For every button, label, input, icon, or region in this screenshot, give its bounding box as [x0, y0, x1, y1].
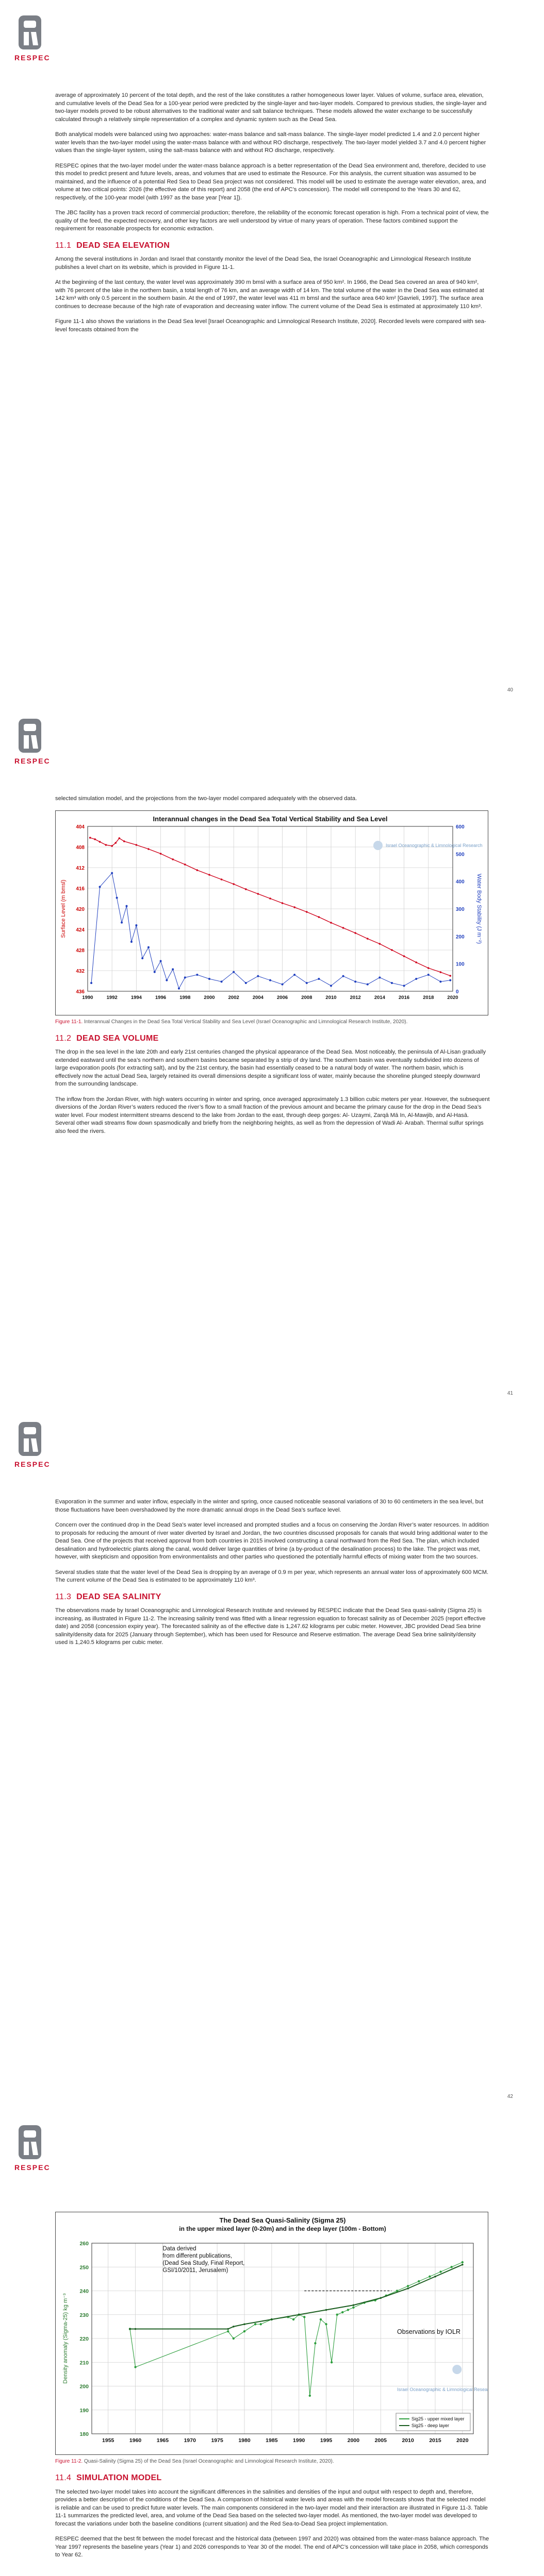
watermark-text: Israel Oceanographic & Limnological Research — [386, 842, 483, 848]
x-tick-label: 1995 — [320, 2437, 333, 2444]
sea-level-point — [221, 878, 223, 880]
y-tick-label: 190 — [79, 2407, 89, 2414]
stability-point — [90, 982, 92, 984]
paragraph: The drop in the sea level in the late 20th and early 21st centuries changed the physical appearance of the Dead Sea. Most noticeably, the peninsula of Al-Lisan gradually extended eastward until the sea’s northern and southern basins became separated by a strip of dry land. The southern basin was eventually subdivided into dozens of large evaporation pools (for extracting salt), and by the 21st century, the basin had essentially ceased to be a natural body of water. The northern basin, which is effectively now the actual Dead Sea, largely retained its overall dimensions despite a significant loss of water, mainly because the shoreline plunged steeply downward from the surrounding landscape. — [55, 1049, 486, 1087]
x-tick-label: 1960 — [129, 2437, 142, 2444]
sea-level-point — [136, 844, 138, 846]
sea-level-point — [342, 927, 344, 929]
y-tick-label: 436 — [76, 989, 85, 995]
stability-point — [166, 979, 168, 981]
section-heading — [55, 1593, 490, 1601]
sea-level-point — [245, 888, 247, 890]
annotation-right: Observations by IOLR — [397, 2328, 460, 2335]
page-2 — [0, 703, 544, 1406]
upper-layer-point — [331, 2361, 333, 2363]
upper-layer-point — [461, 2261, 464, 2263]
sea-level-point — [119, 837, 121, 839]
upper-layer-point — [325, 2323, 327, 2325]
respec-logo — [14, 718, 51, 769]
y2-tick-label: 400 — [456, 879, 465, 885]
stability-point — [116, 896, 118, 899]
y-tick-label: 220 — [79, 2336, 89, 2342]
x-tick-label: 2004 — [252, 994, 263, 1001]
deep-layer-point — [353, 2304, 355, 2306]
section-heading — [55, 2474, 490, 2482]
respec-wordmark: RESPEC — [14, 54, 51, 62]
deep-layer-point — [129, 2328, 131, 2330]
y-tick-label: 240 — [79, 2288, 89, 2295]
stability-point — [245, 982, 247, 984]
x-tick-label: 1970 — [184, 2437, 196, 2444]
watermark-text: Israel Oceanographic & Limnological Research — [397, 2386, 488, 2392]
section-number: 11.2 — [55, 1033, 72, 1043]
stability-line — [91, 873, 450, 988]
respec-logo-mark-icon — [18, 1421, 43, 1458]
paragraph: Concern over the continued drop in the Dead Sea’s water level increased and prompted studies and a focus on conserving the Jordan River’s water resources. In addition to proposals for reducing the amount of river water diverted by Israel and Jordan, the two countries discussed proposals for canals that would bring additional water to the Dead Sea. One of the projects that received approval from both countries in 2015 involved constructing a canal northward from the Red Sea. The plan, which included desalination and hydroelectric plants along the canal, would deliver large quantities of brine (a by-product of the desalination process) to the lake. The project was met, however, with skepticism and opposition from environmentalists and other parties who questioned the potentially harmful effects of mixing water from the two sources. — [55, 1522, 489, 1560]
watermark-logo-icon — [452, 2365, 461, 2374]
figure-11-2 — [55, 2212, 488, 2455]
x-tick-label: 1965 — [156, 2437, 169, 2444]
sea-level-point — [111, 845, 113, 847]
sea-level-point — [330, 922, 332, 924]
deep-layer-point — [325, 2309, 327, 2311]
page-1-content — [55, 92, 490, 341]
caption-label: Figure 11-2. — [55, 2459, 83, 2464]
sea-level-point — [147, 848, 150, 850]
section-title: DEAD SEA VOLUME — [76, 1033, 159, 1043]
chart-title: Interannual changes in the Dead Sea Total Vertical Stability and Sea Level — [153, 815, 388, 823]
deep-layer-point — [233, 2326, 235, 2328]
x-tick-label: 2005 — [374, 2437, 387, 2444]
sea-level-point — [94, 838, 96, 840]
deep-layer-point — [135, 2328, 137, 2330]
sea-level-point — [354, 932, 356, 934]
upper-layer-point — [314, 2342, 316, 2344]
sea-level-point — [184, 863, 186, 866]
upper-layer-point — [336, 2314, 338, 2316]
stability-point — [293, 974, 295, 976]
paragraph: Both analytical models were balanced using two approaches: water-mass balance and salt-mass balance. The single-layer model predicted 1.4 and 2.0 percent higher water levels than the two-layer model using the water-mass balance with and without RO discharge, respectively. The two-layer model yielded 3.7 and 4.0 percent higher values than the single-layer system, using the salt-mass balance with and without RO discharge, respectively. — [55, 131, 486, 154]
sea-level-point — [123, 840, 125, 842]
stability-point — [154, 971, 156, 973]
stability-point — [233, 971, 235, 973]
paragraph: selected simulation model, and the projections from the two-layer model compared adequately with the observed data. — [55, 795, 357, 802]
x-tick-label: 2008 — [301, 994, 312, 1001]
paragraph: RESPEC deemed that the best fit between the model forecast and the historical data (between 1997 and 2020) was obtained from the water-mass balance approach. The Year 1997 represents the baseline years (Year 1) and 2026 corresponds to Year 30 of the model. The end of APC’s concession will take place in 2058, which corresponds to Year 62. — [55, 2536, 489, 2558]
stability-point — [111, 872, 113, 874]
stability-point — [147, 946, 150, 948]
x-tick-label: 2000 — [204, 994, 215, 1001]
x-tick-label: 2006 — [277, 994, 288, 1001]
paragraph: Evaporation in the summer and water inflow, especially in the winter and spring, once caused noticeable seasonal variations of 30 to 60 centimeters in the sea level, but those fluctuations have been overshadowed by the more dramatic annual drops in the Dead Sea’s surface level. — [55, 1499, 484, 1513]
caption-text: Interannual Changes in the Dead Sea Total Vertical Stability and Sea Level (Israel Oceanographic and Limnological Research Institute, 2020). — [83, 1019, 408, 1025]
section-title: DEAD SEA SALINITY — [76, 1592, 161, 1601]
y-tick-label: 210 — [79, 2360, 89, 2366]
upper-layer-point — [233, 2337, 235, 2340]
y2-tick-label: 0 — [456, 989, 459, 995]
respec-logo — [14, 1421, 51, 1472]
sea-level-point — [318, 916, 320, 918]
section-heading — [55, 1035, 490, 1043]
paragraph: RESPEC opines that the two-layer model under the water-mass balance approach is a better representation of the Dead Sea environment and, therefore, decided to use this model to predict present and future levels, areas, and volumes that are used to estimate the Resource. For this analysis, the current situation was assumed to be maintained, and the influence of a potential Red Sea to Dead Sea project was not considered. This model will be used to estimate the average water elevation, area, and volume at two critical points: 2026 (the effective date of this report) and 2058 (the end of APC’s concession). The model will correspond to the Years 30 and 62, respectively, of the 100-year model (with 1997 as the base year [Year 1]). — [55, 162, 486, 201]
section-heading — [55, 242, 490, 250]
watermark-logo-icon — [373, 841, 383, 850]
y-tick-label: 432 — [76, 968, 85, 974]
x-tick-label: 2018 — [423, 994, 434, 1001]
stability-point — [449, 979, 451, 981]
upper-layer-point — [352, 2307, 354, 2309]
deep-layer-point — [407, 2287, 409, 2290]
stability-point — [318, 978, 320, 980]
upper-layer-point — [134, 2366, 136, 2368]
x-tick-label: 1994 — [130, 994, 142, 1001]
sea-level-point — [160, 853, 162, 855]
upper-layer-point — [439, 2270, 441, 2273]
upper-layer-point — [292, 2318, 294, 2320]
sea-level-point — [196, 869, 199, 871]
stability-point — [427, 974, 430, 976]
stability-point — [354, 980, 356, 982]
upper-layer-point — [227, 2330, 229, 2332]
x-tick-label: 1985 — [266, 2437, 278, 2444]
legend-label: Sig25 - upper mixed layer — [411, 2416, 465, 2421]
legend-label: Sig25 - deep layer — [411, 2423, 450, 2428]
stability-point — [367, 983, 369, 985]
x-tick-label: 2015 — [429, 2437, 441, 2444]
y-tick-label: 230 — [79, 2312, 89, 2318]
deep-layer-point — [380, 2297, 382, 2299]
respec-logo-mark-icon — [18, 2124, 43, 2161]
x-tick-label: 1996 — [155, 994, 167, 1001]
upper-layer-point — [341, 2311, 343, 2313]
caption-label: Figure 11-1. — [55, 1019, 83, 1025]
stability-point — [415, 978, 417, 980]
sea-level-point — [172, 858, 174, 860]
annotation-left: Data derived from different publications, (Dead Sea Study, Final Report, GSI/10/2011, Jerusalem) — [162, 2245, 245, 2274]
deep-layer-point — [434, 2276, 436, 2278]
sea-level-point — [257, 893, 259, 895]
upper-layer-point — [407, 2285, 409, 2287]
y-tick-label: 250 — [79, 2264, 89, 2271]
sea-level-point — [427, 967, 430, 969]
y-tick-label: 200 — [79, 2383, 89, 2390]
page-3 — [0, 1406, 544, 2110]
stability-point — [391, 982, 393, 984]
x-tick-label: 2020 — [447, 994, 458, 1001]
page-number: 40 — [507, 687, 513, 693]
stability-point — [342, 975, 344, 977]
x-tick-label: 2010 — [402, 2437, 414, 2444]
respec-wordmark: RESPEC — [14, 1460, 51, 1468]
stability-point — [196, 974, 198, 976]
upper-layer-point — [309, 2395, 311, 2397]
stability-point — [257, 975, 259, 977]
x-tick-label: 1998 — [179, 994, 191, 1001]
paragraph: The observations made by Israel Oceanographic and Limnological Research Institute and reviewed by RESPEC indicate that the Dead Sea quasi-salinity (Sigma 25) is increasing, as illustrated in Figure 11-2. The increasing salinity trend was fitted with a linear regression equation to forecast salinity as of December 2025 (report effective date) and 2058 (concession expiry year). The forecasted salinity as of the effective date is 1,247.62 kilograms per cubic meter. However, JBC provided Dead Sea brine salinity/density data for 2025 (January through September), which has been used for Resource and Reserve estimation. The average Dead Sea brine salinity/density used is 1,240.5 kilograms per cubic meter. — [55, 1607, 486, 1646]
quasi-salinity-chart — [56, 2212, 488, 2454]
stability-point — [306, 982, 308, 984]
stability-point — [282, 983, 284, 985]
x-tick-label: 2014 — [374, 994, 385, 1001]
paragraph: The selected two-layer model takes into account the significant differences in the salinities and densities of the input and output with respect to depth and, therefore, provides a better description of the conditions of the Dead Sea. A comparison of historical water levels and areas with the model forecasts shows that the selected model is reliable and can be used to predict future water levels. The main components considered in the two-layer model and their interaction are illustrated in Figure 11-3. Table 11-1 summarizes the predicted level, area, and volume of the Dead Sea based on the selected two-layer model. As mentioned, the two-layer model was developed to forecast the variations under both the baseline conditions (current situation) and the Red Sea-to-Dead Sea project implementation. — [55, 2488, 488, 2527]
y2-tick-label: 300 — [456, 906, 465, 912]
deep-layer-point — [227, 2328, 229, 2330]
page-4 — [0, 2110, 544, 2576]
figure-caption — [55, 2458, 490, 2465]
sea-level-point — [449, 975, 451, 977]
sea-level-point — [415, 961, 417, 963]
y-tick-label: 428 — [76, 947, 85, 954]
deep-layer-point — [243, 2323, 245, 2325]
y-tick-label: 404 — [76, 824, 85, 830]
x-tick-label: 1990 — [293, 2437, 305, 2444]
upper-layer-point — [320, 2318, 322, 2320]
stability-point — [130, 941, 133, 943]
x-tick-label: 1980 — [238, 2437, 251, 2444]
sea-level-point — [293, 906, 295, 908]
upper-layer-point — [451, 2266, 453, 2268]
sea-level-point — [233, 883, 235, 885]
sea-level-point — [105, 844, 107, 846]
x-tick-label: 1975 — [211, 2437, 223, 2444]
sea-level-point — [440, 971, 442, 973]
y-tick-label: 420 — [76, 906, 85, 912]
x-tick-label: 2000 — [347, 2437, 360, 2444]
section-title: SIMULATION MODEL — [76, 2473, 162, 2482]
sea-level-stability-chart — [56, 811, 488, 1015]
upper-layer-point — [260, 2323, 262, 2325]
page-number: 41 — [507, 1391, 513, 1396]
sea-level-point — [367, 938, 369, 940]
y-tick-label: 416 — [76, 886, 85, 892]
x-tick-label: 2020 — [456, 2437, 469, 2444]
x-tick-label: 1992 — [106, 994, 118, 1001]
section-number: 11.1 — [55, 241, 72, 250]
sea-level-point — [391, 949, 393, 951]
upper-layer-point — [303, 2316, 305, 2318]
sea-level-point — [89, 837, 91, 839]
upper-layer-point — [428, 2276, 431, 2278]
y-axis-label: Density anomaly (Sigma-25) kg m⁻³ — [62, 2293, 69, 2384]
chart-subtitle: in the upper mixed layer (0-20m) and in the deep layer (100m - Bottom) — [179, 2225, 386, 2232]
sea-level-point — [208, 874, 210, 876]
stability-point — [160, 960, 162, 962]
y2-tick-label: 600 — [456, 824, 465, 830]
stability-point — [99, 886, 101, 888]
figure-11-1 — [55, 810, 488, 1015]
paragraph: Figure 11-1 also shows the variations in the Dead Sea level [Israel Oceanographic and Limnological Research Institute, 2020]. Recorded levels were compared with sea-level forecasts obtained from the — [55, 318, 486, 333]
stability-point — [178, 987, 180, 989]
deep-layer-point — [271, 2318, 273, 2320]
y-tick-label: 424 — [76, 927, 85, 933]
deep-layer-point — [461, 2264, 464, 2266]
sea-level-point — [403, 955, 405, 957]
sea-level-point — [282, 902, 284, 904]
respec-logo — [14, 2124, 51, 2176]
page-3-content — [55, 1498, 490, 1654]
section-title: DEAD SEA ELEVATION — [76, 241, 170, 250]
y2-tick-label: 500 — [456, 851, 465, 857]
paragraph: The JBC facility has a proven track record of commercial production; therefore, the reliability of the economic forecast operation is high. From a technical point of view, the quality of the feed, the expected recovery, and other key factors are well understood by virtue of many years of operation. These factors combined support the requirement for reasonable prospects for economic extraction. — [55, 210, 489, 232]
y-tick-label: 408 — [76, 844, 85, 851]
y2-axis-label: Water Body Stability (J m⁻²) — [476, 873, 482, 944]
paragraph: The inflow from the Jordan River, with high waters occurring in winter and spring, once averaged approximately 1.3 billion cubic meters per year. However, the subsequent diversions of the Jordan River’s waters reduced the river’s flow to a small fraction of the previous amount and became the primary cause for the drop in the Dead Sea’s water level. Four modest intermittent streams descend to the lake from Jordan to the east, through deep gorges: Al- Uzaymi, Zarqā Mā In, Al-Mawjib, and Al-Hasā. Several other wadi streams flow down spasmodically and briefly from the neighboring heights, as well as from the depression of Wadi Al- Arabah. Thermal sulfur springs also feed the rivers. — [55, 1096, 490, 1134]
section-number: 11.4 — [55, 2473, 72, 2482]
stability-point — [330, 985, 332, 987]
x-tick-label: 2016 — [399, 994, 410, 1001]
y-tick-label: 412 — [76, 865, 85, 871]
caption-text: Quasi-Salinity (Sigma 25) of the Dead Sea (Israel Oceanographic and Limnological Research Institute, 2020). — [83, 2459, 334, 2464]
y-tick-label: 180 — [79, 2431, 89, 2437]
deep-layer-line — [130, 2265, 463, 2329]
x-tick-label: 2010 — [325, 994, 337, 1001]
y2-tick-label: 200 — [456, 934, 465, 940]
y-tick-label: 260 — [79, 2241, 89, 2247]
x-tick-label: 2002 — [228, 994, 239, 1001]
respec-logo-mark-icon — [18, 718, 43, 755]
paragraph: average of approximately 10 percent of the total depth, and the rest of the lake constitutes a rather homogeneous lower layer. Values of volume, surface area, elevation, and cumulative levels of the Dead Sea for a 100-year period were predicted by the single-layer and two-layer models. Compared to previous studies, the single-layer and two-layer models proved to be robust alternatives to the traditional water and salt balance techniques. These models allowed the water exchange to be successfully calculated through a relatively simple representation of a complex and dynamic system such as the Dead Sea. — [55, 92, 487, 123]
paragraph: Among the several institutions in Jordan and Israel that constantly monitor the level of the Dead Sea, the Israel Oceanographic and Limnological Research Institute publishes a level chart on its website, which is provided in Figure 11-1. — [55, 256, 471, 270]
stability-point — [269, 979, 271, 981]
stability-point — [403, 985, 405, 987]
stability-point — [141, 957, 143, 959]
sea-level-point — [114, 842, 117, 844]
stability-point — [378, 976, 381, 978]
upper-layer-point — [243, 2330, 245, 2332]
x-tick-label: 2012 — [350, 994, 361, 1001]
sea-level-point — [306, 911, 308, 913]
page-2-content — [55, 795, 490, 1143]
section-number: 11.3 — [55, 1592, 72, 1601]
upper-layer-point — [347, 2309, 349, 2311]
chart-title: The Dead Sea Quasi-Salinity (Sigma 25) — [219, 2216, 346, 2224]
stability-point — [221, 980, 223, 982]
respec-logo — [14, 14, 51, 66]
page-1 — [0, 0, 544, 703]
stability-point — [121, 921, 123, 923]
stability-point — [126, 905, 128, 907]
respec-wordmark: RESPEC — [14, 757, 51, 765]
sea-level-point — [379, 943, 381, 945]
figure-caption — [55, 1019, 490, 1025]
upper-layer-point — [254, 2323, 256, 2325]
paragraph: Several studies state that the water level of the Dead Sea is dropping by an average of 0.9 m per year, which represents an annual water loss of approximately 600 MCM. The current volume of the Dead Sea is estimated to be approximately 110 km³. — [55, 1569, 489, 1583]
stability-point — [135, 924, 137, 926]
x-tick-label: 1990 — [82, 994, 93, 1001]
paragraph: At the beginning of the last century, the water level was approximately 390 m bmsl with a surface area of 950 km². In 1966, the Dead Sea covered an area of 940 km², with 76 percent of the lake in the northern basin, a total length of 76 km, and an average width of 14 km. The total volume of the water in the Dead Sea was estimated at 142 km³ with only 0.5 percent in the southern basin. At the end of 1997, the water level was 411 m bmsl and the surface area 640 km² [Gavrieli, 1997]. The surface area continues to decrease because of the high rate of evaporation and decreasing water inflow. The current volume of the Dead Sea is estimated at approximately 110 km³. — [55, 279, 484, 310]
y-axis-label: Surface Level (m bmsl) — [60, 879, 67, 938]
stability-point — [439, 980, 441, 982]
respec-logo-mark-icon — [18, 14, 43, 52]
page-number: 42 — [507, 2094, 513, 2099]
deep-layer-point — [298, 2314, 300, 2316]
page-4-content — [55, 2212, 490, 2567]
stability-point — [208, 978, 210, 980]
sea-level-point — [269, 897, 271, 900]
x-tick-label: 1955 — [102, 2437, 114, 2444]
y2-tick-label: 100 — [456, 961, 465, 968]
upper-layer-point — [418, 2280, 420, 2282]
stability-point — [172, 968, 174, 970]
stability-point — [184, 976, 186, 978]
sea-level-point — [99, 841, 101, 843]
respec-wordmark: RESPEC — [14, 2163, 51, 2172]
